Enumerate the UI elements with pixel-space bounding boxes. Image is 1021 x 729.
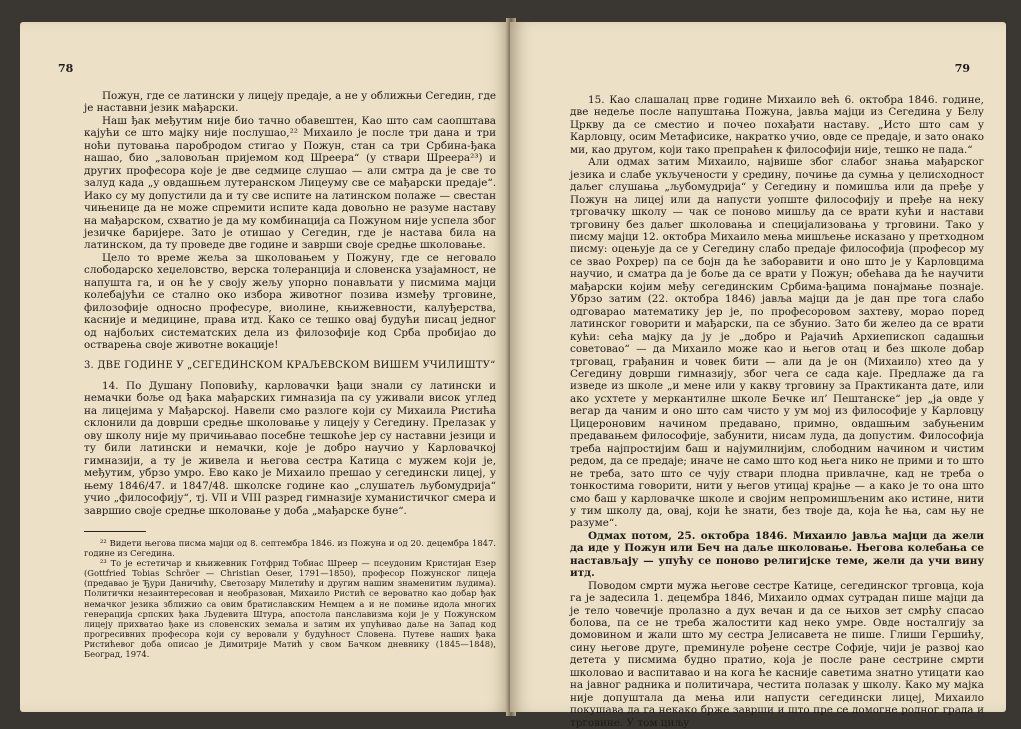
left-page xyxy=(20,22,510,712)
left-page-text xyxy=(84,90,496,659)
footnote: ²³ То је естетичар и књижевник Готфрид Тобиас Шреер — псеудоним Кристијан Езер (Gottfried Tobias Schröer — Christian Oeser, 1791—1850), професор Пожунског лицеја (предавао је Ђури Даничићу, Светозару Милетићу и другим нашим знаменитим људима). Политички незаинтересован и необразован, Михаило Ристић се вероватно као добар ђак немачког језика зближио са овим братиславским Немцем а и не помиње идола многих генерација српских ђака Људевита Штура, апостола панславизма који је у Пожунском лицеју прихватао ђаке из словенских земаља и затим их упућивао даље на Запад код прогресивних професора који су веровали у будућност Словена. Путеве наших ђака Ристићевог доба описао је Димитрије Матић у свом Бачком дневнику (1845—1848), Београд, 1974. xyxy=(84,558,496,659)
right-page xyxy=(510,22,1006,729)
footnote: ²² Видети његова писма мајци од 8. септембра 1846. из Пожуна и од 20. децембра 1847. године из Сегедина. xyxy=(84,537,496,559)
paragraph: Одмах потом, 25. октобра 1846. Михаило јавља мајци да жели да иде у Пожун или Беч на даље школовање. Његова колебања се настављају — упућу се поново религијске теме, жели да учи вину итд. xyxy=(570,529,984,580)
page-number: 78 xyxy=(58,62,74,75)
paragraph: Поводом смрти мужа његове сестре Катице, сегединског трговца, која га је задесила 1. децембра 1846, Михаило одмах сутрадан пише мајци да је тело човечије пролазно а дух вечан и да се њихов зет смрћу спасао болова, па се не треба жалостити кад неко умре. Овде носталгију за домовином и жали што му сестра Јелисавета не пише. Глиши Гершићу, сину његове друге, преминуле рођене сестре Софије, чији је развој као детета у писмима будно пратио, која је после ране сестрине смрти школовао и васпитавао и на кога ће касније саветима знатно утицати као на јавног радника и политичара, честита полазак у школу. Како му мајка није допуштала да мења или напусти сегедински лицеј, Михаило покушава да га некако брже заврши и што пре се домогне родног града и трговине. У том циљу xyxy=(570,579,984,729)
paragraph: Наш ђак међутим није био тачно обавештен, Као што сам саопштава кајући се што мајку није послушао,²² Михаило је после три дана и три ноћи путовања паробродом стигао у Пожун, стан са три Србина-ђака нашао, био „заловољан пријемом код Шреера“ (у ствари Шреера²³) и других професора које је две седмице слушао — али смтра да је све то залуд када „у овдашњем лутеранском Лицеуму све се мађарски предаје“. Иако су му допустили да и ту све испите на латинском полаже — свестан чињенице да не може спремити испите када довољно не разуме наставу на мађарском, схватио је да му комбинација са Пожуном није успела због језичке баријере. Зато је отишао у Сегедин, где је настава била на латинском, да ту проведе две године и заврши своје средње школовање. xyxy=(84,114,496,252)
paragraph: 15. Као слашалац прве године Михаило већ 6. октобра 1846. године, две недеље после напуштања Пожуна, јавља мајци из Сегедина у Белу Цркву да се сместио и почео похађати наставу. „Исто што сам у Карловцу, осим Метафисике, накратко учио, овде се предаје, и зато онако ми, као другом, који тако препраћен к философији није, тешко не пада.“ xyxy=(570,94,984,156)
right-page-text xyxy=(570,94,984,729)
page-number: 79 xyxy=(954,62,970,75)
paragraph: Пожун, где се латински у лицеју предаје, а не у оближњи Сегедин, где је наставни језик мађарски. xyxy=(84,90,496,115)
footnote-divider xyxy=(84,531,146,532)
section-heading: 3. ДВЕ ГОДИНЕ У „СЕГЕДИНСКОМ КРАЉЕВСКОМ ВИШЕМ УЧИЛИШТУ“ xyxy=(84,359,496,371)
paragraph: Цело то време жеља за школовањем у Пожуну, где се неговало слободарско хеџеловство, верска толеранција и словенска узајамност, не напушта га, и он ће у своју жељу упорно понављати у писмима мајци колебајући се стално око избора животног позива између трговине, филозофије односно професуре, виолине, књижевности, калуђерства, касније и медицине, права итд. Како се тешко овај будући писац једног од најбољих систематских дела из филозофије код Срба пробијао до остварења своје животне вокације! xyxy=(84,251,496,352)
paragraph: Али одмах затим Михаило, највише због слабог знања мађарског језика и слабе укључености у средину, почиње да сумња у целисходност даљег слушања „љубомудрија“ у Сегедину и помишља или да пређе у Пожун на лицеј или да напусти уопште философију и пређе на неку трговачку школу — чак се поново мишљу да се врати кући и настави трговину без даљег школовања и специјализовања у трговини. Тако у писму мајци 12. октобра Михаило мења мишљење исказано у претходном писму: оцењује да се у Сегедину слабо предаје философија (професор му се звао Рохрер) па се бојн да ће заборавити и оно што је у Карловцима научио, и сматра да је боље да се врати у Пожун; обећава да ће научити мађарски којим међу сегединским Србима-ђацима понајмање познаје. Убрзо затим (22. октобра 1846) јавља мајци да је дан пре тога слабо одговарао математику јер је, по професоровом захтеву, морао поред латинског говорити и мађарски, па се збунио. Зато би желео да се врати кући: сећа мајку да ју је „добро и Рајачић Архиепископ садашњи советовао“ — да Михаило може као и његов отац и без школе добар трговац, грађанин и човек бити — али да је он (Михаило) хтео да у Сегедину доврши гимназију, због чега се сада каје. Предлаже да га изведе из школе „и мене или у какву трговину за Практиканта дате, или ако усхтете у меркантилне школе Бечке ил’ Пештанске“ јер „ја овде у вегар да чаним и оно што сам чисто у ум мој из философије у Карловцу Цицероновим начином предавано, примно, овдашњим забуњеним предавањем философије, забунити, нисам луда, да допустим. Философија треба најпростијим баш и најумилнијим, слободним начином и чистим редом, да се предаје; иначе не само што код њега нико не прими и то што не треба, зато што се чују ствари плодна привлачне, кад не треба о тонкостима говорити, нити у његов утицај крајње — а како је то она што смо баш у карловачке школе и својим непромишљеним ако истине, нити у тим школу да, овај, који ће знати, без твоје да, која ће ња, сам њу не разуме“. xyxy=(570,156,984,530)
paragraph: 14. По Душану Поповићу, карловачки ђаци знали су латински и немачки боље од ђака мађарских гимназија па су уживали висок углед на лицејима у Мађарској. Навели смо разлоге који су Михаила Ристића склонили да доврши средње школовање у лицеју у Сегедину. Прелазак у ову школу није му причињавао посебне тешкоће јер су наставни језици и ту били латински и немачки, које је добро научио у Карловачкој гимназији, а ту је живела и његова сестра Катица с мужем који је, међутим, убрзо умро. Ево како је Михаило прешао у сегедински лицеј, у њему 1846/47. и 1847/48. школске године као „слушатељ љубомудрија“ учио „философију“, тј. VII и VIII разред гимназије хуманистичког смера и завршио своје средње школовање у доба „мађарске буне“. xyxy=(84,379,496,517)
